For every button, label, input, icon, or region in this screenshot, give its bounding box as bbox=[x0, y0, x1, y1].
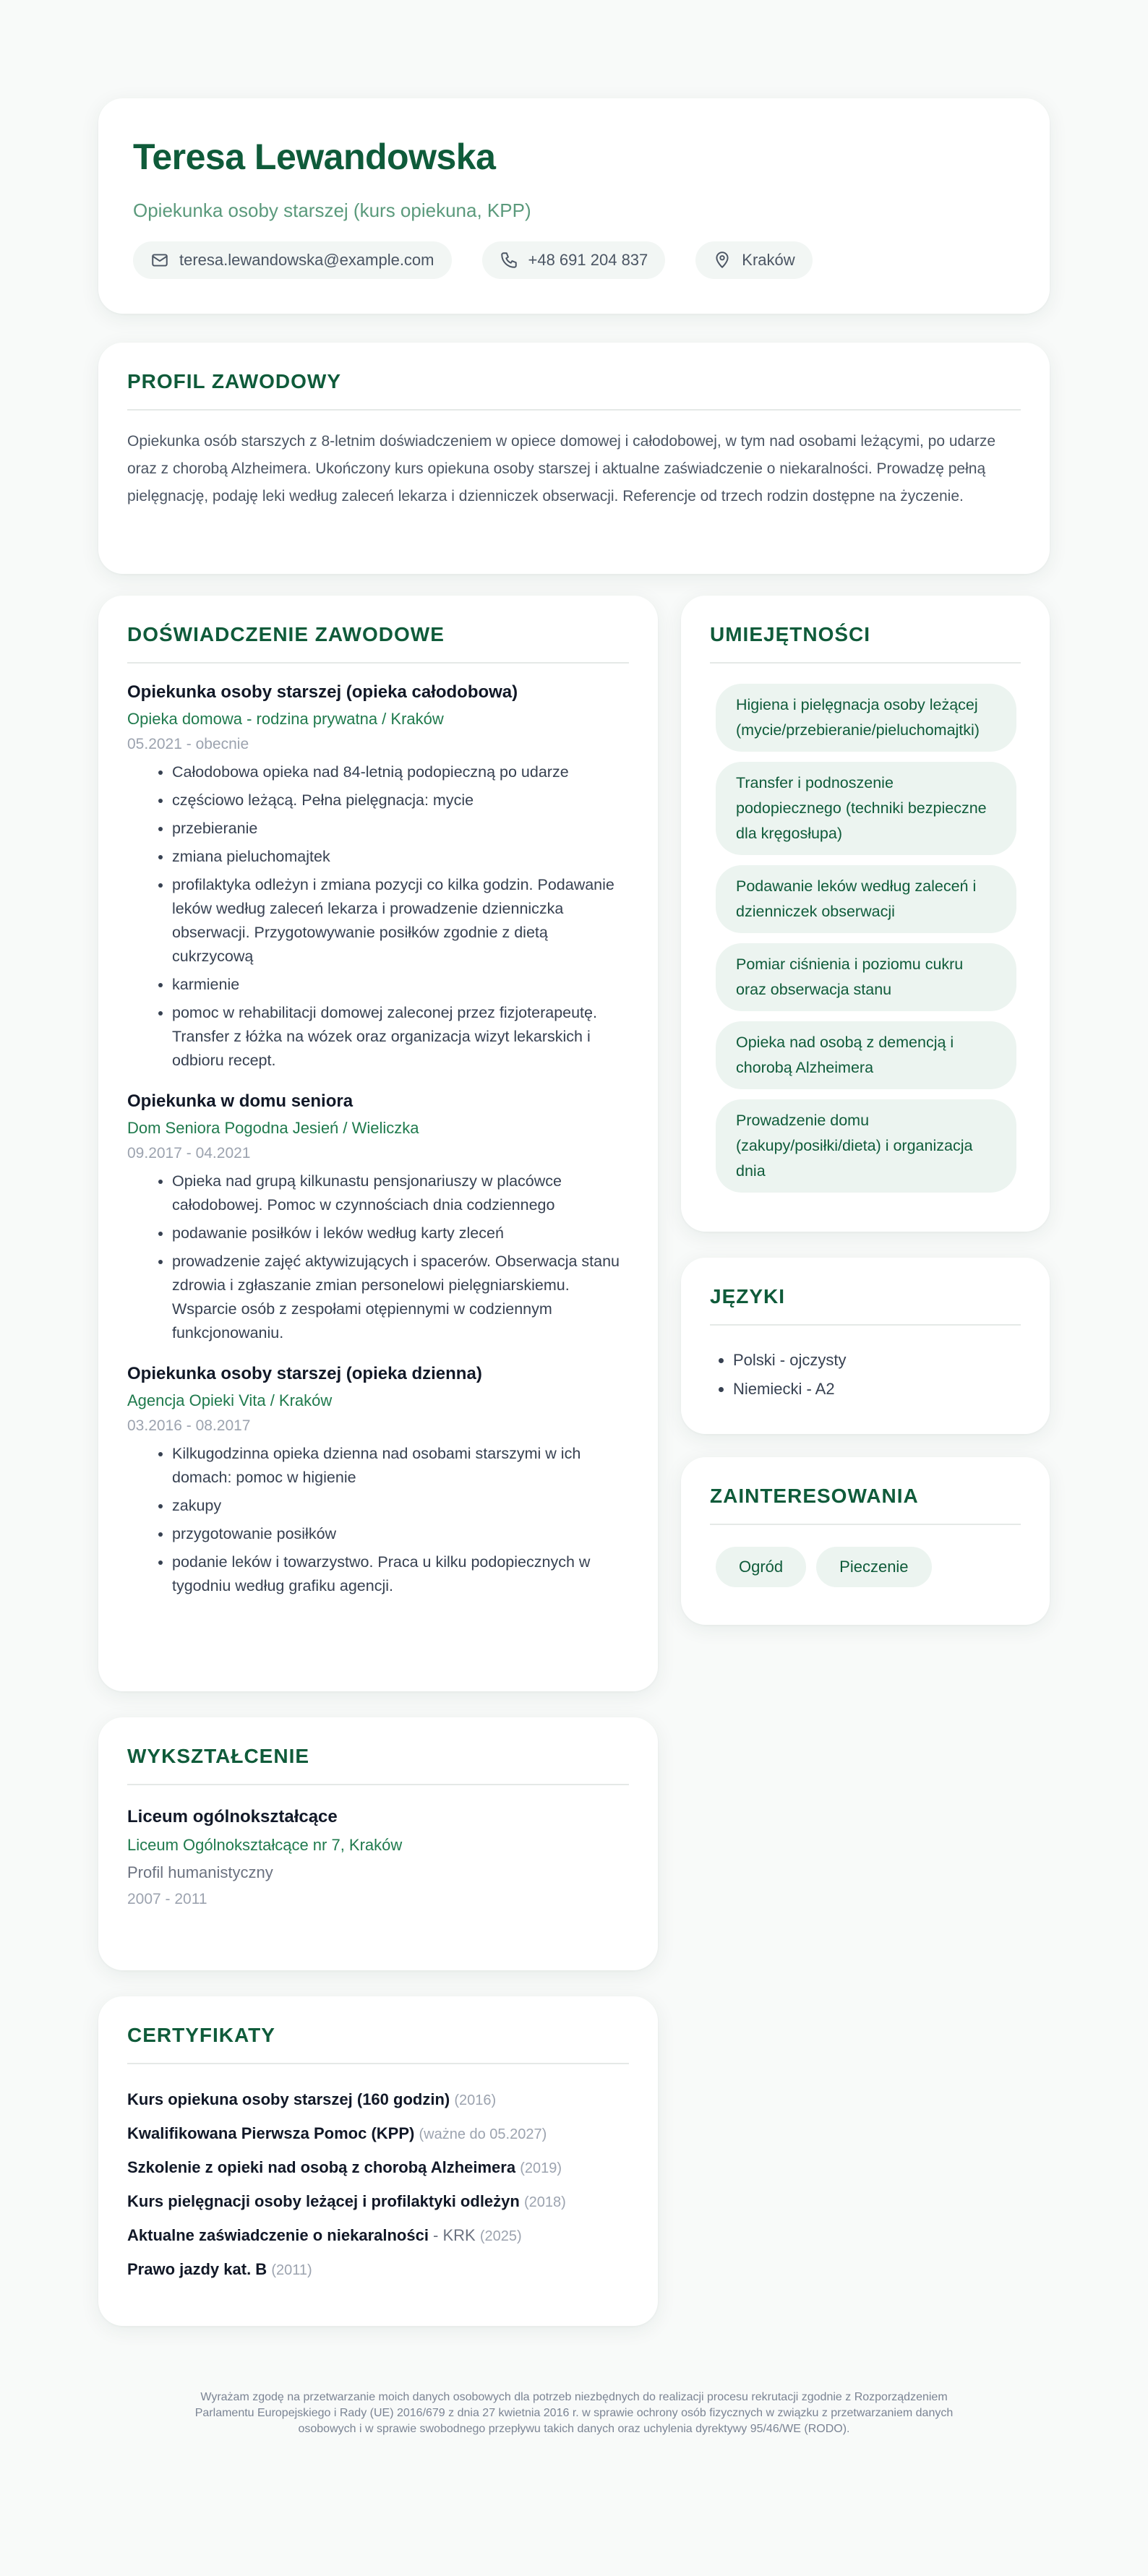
skill-tag: Podawanie leków według zaleceń i dzienniczek obserwacji bbox=[716, 865, 1016, 933]
job-title: Opiekunka w domu seniora bbox=[127, 1091, 354, 1111]
education-degree: Liceum ogólnokształcące bbox=[127, 1807, 338, 1826]
job-entry bbox=[127, 1091, 629, 1345]
job-bullets bbox=[127, 1442, 629, 1598]
contact-row bbox=[133, 241, 813, 279]
job-bullets bbox=[127, 1169, 629, 1345]
phone-pill[interactable] bbox=[482, 241, 666, 279]
certificate-note: (ważne do 05.2027) bbox=[419, 2126, 547, 2142]
language-item: • Polski - ojczysty bbox=[733, 1346, 1021, 1375]
certificates-card bbox=[98, 1996, 658, 2326]
section-divider bbox=[127, 1784, 629, 1785]
job-bullet: • przebieranie bbox=[172, 817, 629, 841]
job-bullet: • zmiana pieluchomajtek bbox=[172, 845, 629, 869]
location-text: Kraków bbox=[742, 251, 795, 269]
job-bullet: • pomoc w rehabilitacji domowej zaleconej przez fizjoterapeutę. Transfer z łóżka na wózek oraz organizacja wizyt lekarskich i odbioru recept. bbox=[172, 1001, 629, 1073]
languages-card bbox=[681, 1258, 1050, 1434]
certificate-item bbox=[127, 2151, 629, 2185]
certificate-name: Kurs pielęgnacji osoby leżącej i profilaktyki odleżyn bbox=[127, 2192, 520, 2210]
profile-card bbox=[98, 343, 1050, 574]
section-title-education: WYKSZTAŁCENIE bbox=[127, 1745, 310, 1767]
section-divider bbox=[127, 662, 629, 664]
job-bullet: • prowadzenie zajęć aktywizujących i spacerów. Obserwacja stanu zdrowia i zgłaszanie zmian personelowi pielęgniarskiemu. Wsparcie osób z zespołami otępiennymi w codziennym funkcjonowaniu. bbox=[172, 1250, 629, 1345]
job-bullet: • podanie leków i towarzystwo. Praca u kilku podopiecznych w tygodniu według grafiku agencji. bbox=[172, 1550, 629, 1598]
certificate-item bbox=[127, 2117, 629, 2151]
skill-tag: Higiena i pielęgnacja osoby leżącej (mycie/przebieranie/pieluchomajtki) bbox=[716, 684, 1016, 752]
section-title-languages: JĘZYKI bbox=[710, 1285, 786, 1308]
job-dates: 09.2017 - 04.2021 bbox=[127, 1145, 251, 1162]
certificate-name: Kurs opiekuna osoby starszej (160 godzin) bbox=[127, 2090, 450, 2108]
job-bullet: • profilaktyka odleżyn i zmiana pozycji co kilka godzin. Podawanie leków według zaleceń lekarza i prowadzenie dzienniczka obserwacji. Przygotowywanie posiłków zgodnie z dietą cukrzycową bbox=[172, 873, 629, 969]
education-entry bbox=[127, 1807, 629, 1908]
certificate-name: Prawo jazdy kat. B bbox=[127, 2260, 267, 2278]
location-pill bbox=[695, 241, 812, 279]
job-dates: 05.2021 - obecnie bbox=[127, 736, 249, 752]
gdpr-consent-footer: Wyrażam zgodę na przetwarzanie moich danych osobowych dla potrzeb niezbędnych do realizacji procesu rekrutacji zgodnie z Rozporządzeniem Parlamentu Europejskiego i Rady (UE) 2016/679 z dnia 27 kwietnia 2016 r. w sprawie ochrony osób fizycznych w związku z przetwarzaniem danych osobowych i w sprawie swobodnego przepływu takich danych oraz uchylenia dyrektywy 95/46/WE (RODO). bbox=[194, 2391, 954, 2435]
job-title: Opiekunka osoby starszej (opieka całodobowa) bbox=[127, 682, 518, 702]
email-pill[interactable] bbox=[133, 241, 452, 279]
candidate-name: Teresa Lewandowska bbox=[133, 137, 496, 177]
job-bullet: • częściowo leżącą. Pełna pielęgnacja: mycie bbox=[172, 789, 629, 812]
job-bullet: • Kilkugodzinna opieka dzienna nad osobami starszymi w ich domach: pomoc w higienie bbox=[172, 1442, 629, 1490]
interest-tag: Ogród bbox=[716, 1547, 806, 1587]
certificate-name: Aktualne zaświadczenie o niekaralności bbox=[127, 2226, 429, 2244]
skill-tag: Opieka nad osobą z demencją i chorobą Alzheimera bbox=[716, 1021, 1016, 1089]
header-card bbox=[98, 98, 1050, 314]
section-title-certificates: CERTYFIKATY bbox=[127, 2024, 275, 2046]
skill-list bbox=[710, 684, 1021, 1193]
language-list bbox=[710, 1346, 1021, 1404]
certificate-note: (2011) bbox=[271, 2262, 312, 2278]
map-pin-icon bbox=[713, 251, 732, 270]
interests-card bbox=[681, 1457, 1050, 1625]
section-divider bbox=[710, 1324, 1021, 1326]
section-title-interests: ZAINTERESOWANIA bbox=[710, 1485, 919, 1507]
certificate-note: (2025) bbox=[479, 2228, 522, 2244]
education-school: Liceum Ogólnokształcące nr 7, Kraków bbox=[127, 1836, 403, 1854]
job-bullet: • podawanie posiłków i leków według karty zleceń bbox=[172, 1222, 629, 1245]
job-company: Dom Seniora Pogodna Jesień / Wieliczka bbox=[127, 1119, 419, 1137]
certificate-item bbox=[127, 2253, 629, 2287]
certificate-item bbox=[127, 2219, 629, 2253]
language-item: • Niemiecki - A2 bbox=[733, 1375, 1021, 1404]
certificate-item bbox=[127, 2185, 629, 2219]
certificate-note: (2018) bbox=[523, 2194, 566, 2210]
certificate-item bbox=[127, 2083, 629, 2117]
section-title-skills: UMIEJĘTNOŚCI bbox=[710, 623, 871, 645]
skill-tag: Pomiar ciśnienia i poziomu cukru oraz obserwacja stanu bbox=[716, 943, 1016, 1011]
section-divider bbox=[127, 409, 1021, 411]
interest-list bbox=[710, 1547, 1021, 1587]
job-entry bbox=[127, 1364, 629, 1598]
profile-text: Opiekunka osób starszych z 8-letnim doświadczeniem w opiece domowej i całodobowej, w tym nad osobami leżącymi, po udarze oraz z chorobą Alzheimera. Ukończony kurs opiekuna osoby starszej i aktualne zaświadczenie o niekaralności. Prowadzę pełną pielęgnację, podaję leki według zaleceń lekarza i dzienniczek obserwacji. Referencje od trzech rodzin dostępne na życzenie. bbox=[127, 433, 996, 505]
education-profile: Profil humanistyczny bbox=[127, 1863, 273, 1881]
phone-icon bbox=[500, 251, 518, 270]
phone-text: +48 691 204 837 bbox=[528, 251, 648, 269]
job-bullets bbox=[127, 760, 629, 1073]
certificate-name: Szkolenie z opieki nad osobą z chorobą Alzheimera bbox=[127, 2158, 516, 2176]
section-divider bbox=[710, 662, 1021, 664]
certificate-note: (2019) bbox=[520, 2160, 562, 2176]
job-bullet: • Całodobowa opieka nad 84-letnią podopieczną po udarze bbox=[172, 760, 629, 784]
job-company: Opieka domowa - rodzina prywatna / Kraków bbox=[127, 710, 444, 728]
education-dates: 2007 - 2011 bbox=[127, 1891, 207, 1907]
section-divider bbox=[710, 1524, 1021, 1525]
job-bullet: • zakupy bbox=[172, 1494, 629, 1518]
skills-card bbox=[681, 596, 1050, 1232]
education-card bbox=[98, 1717, 658, 1970]
section-divider bbox=[127, 2063, 629, 2064]
experience-card bbox=[98, 596, 658, 1691]
interest-tag: Pieczenie bbox=[816, 1547, 931, 1587]
job-bullet: • karmienie bbox=[172, 973, 629, 997]
job-dates: 03.2016 - 08.2017 bbox=[127, 1417, 251, 1434]
certificate-list bbox=[127, 2083, 629, 2287]
job-entry bbox=[127, 682, 629, 1073]
certificate-note: (2016) bbox=[454, 2092, 497, 2108]
job-company: Agencja Opieki Vita / Kraków bbox=[127, 1391, 333, 1409]
certificate-name: Kwalifikowana Pierwsza Pomoc (KPP) bbox=[127, 2124, 415, 2142]
job-bullet: • przygotowanie posiłków bbox=[172, 1522, 629, 1546]
candidate-subtitle: Opiekunka osoby starszej (kurs opiekuna, KPP) bbox=[133, 199, 531, 221]
email-text: teresa.lewandowska@example.com bbox=[179, 251, 434, 269]
section-title-profile: PROFIL ZAWODOWY bbox=[127, 370, 342, 392]
job-bullet: • Opieka nad grupą kilkunastu pensjonariuszy w placówce całodobowej. Pomoc w czynnościach dnia codziennego bbox=[172, 1169, 629, 1217]
section-title-experience: DOŚWIADCZENIE ZAWODOWE bbox=[127, 623, 445, 645]
certificate-issuer: - KRK bbox=[428, 2226, 476, 2244]
skill-tag: Transfer i podnoszenie podopiecznego (techniki bezpieczne dla kręgosłupa) bbox=[716, 762, 1016, 855]
skill-tag: Prowadzenie domu (zakupy/posiłki/dieta) i organizacja dnia bbox=[716, 1099, 1016, 1193]
job-title: Opiekunka osoby starszej (opieka dzienna) bbox=[127, 1364, 482, 1383]
mail-icon bbox=[150, 251, 169, 270]
